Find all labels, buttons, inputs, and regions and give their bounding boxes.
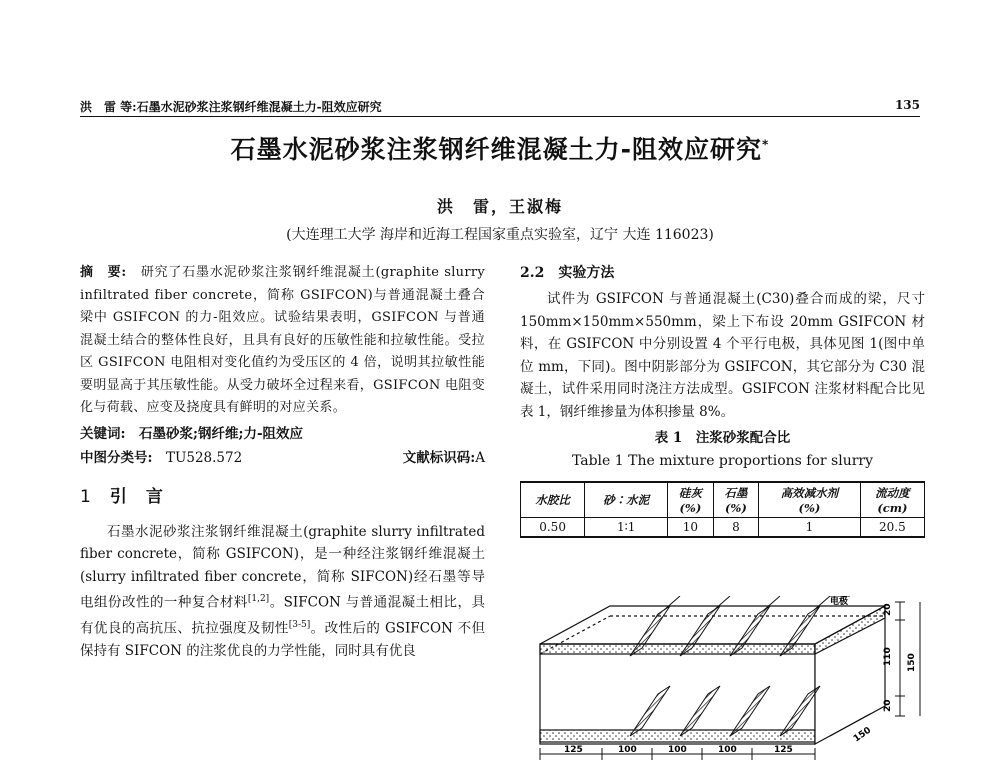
- beam-body: [540, 606, 885, 744]
- document-code: [403, 446, 485, 470]
- header-cell: [585, 482, 668, 518]
- citation-3-5: [3-5]: [288, 620, 311, 630]
- table-cell: 20.5: [860, 518, 924, 538]
- classification-label: 中图分类号:: [80, 449, 153, 466]
- dim-b1: 125: [564, 745, 583, 755]
- abstract-label: 摘 要:: [80, 265, 127, 280]
- header-cell: [860, 482, 924, 518]
- intro-text-c: 。改性后的 GSIFCON 不但保持有 SIFCON 的注浆优良的力学性能，同时具有优良: [80, 620, 486, 659]
- table-header-row: [521, 482, 925, 518]
- header-cell: [668, 482, 714, 518]
- header-cell: [759, 482, 861, 518]
- table-cell: 0.50: [521, 518, 585, 538]
- dim-bottom-layer: 20: [883, 699, 893, 712]
- dim-top: 20: [883, 603, 893, 616]
- header-line1: 流动度: [875, 486, 910, 500]
- header-line2: (%): [679, 501, 702, 515]
- title-footnote-mark: *: [762, 137, 770, 152]
- keywords: [80, 422, 485, 446]
- classification-value: TU528.572: [165, 449, 243, 466]
- paper-title-text: 石墨水泥砂浆注浆钢纤维混凝土力-阻效应研究: [230, 135, 763, 164]
- header-line1: 高效减水剂: [780, 486, 839, 500]
- affiliation: (大连理工大学 海岸和近海工程国家重点实验室，辽宁 大连 116023): [286, 227, 714, 243]
- keywords-text: 石墨砂浆;钢纤维;力-阻效应: [138, 425, 304, 442]
- header-line2: (cm): [877, 501, 908, 515]
- page-number: 135: [894, 98, 920, 112]
- section-number: 1: [80, 486, 92, 507]
- intro-text-a: 石墨水泥砂浆注浆钢纤维混凝土(graphite slurry infiltrated fiber concrete，简称 GSIFCON)，是一种经注浆钢纤维混凝土(slurry infiltrated fiber concrete，简称 SIFCON)经石墨等导电组份改性的一种复合材料: [80, 523, 485, 611]
- introduction-paragraph: [80, 521, 485, 663]
- table-cell: 1∶1: [585, 518, 668, 538]
- keywords-label: 关键词:: [80, 425, 126, 442]
- right-column: [520, 262, 925, 538]
- header-cell: [713, 482, 759, 518]
- running-header: [80, 96, 920, 117]
- document-code-label: 文献标识码:: [402, 449, 476, 466]
- header-line2: (%): [724, 501, 747, 515]
- dim-middle: 110: [883, 647, 893, 666]
- classification: [80, 446, 485, 470]
- table-cell: 1: [759, 518, 861, 538]
- intro-text-b: 。SIFCON 与普通混凝土相比，具有优良的高抗压、抗拉强度及韧性: [80, 594, 486, 637]
- table-cell: 10: [668, 518, 714, 538]
- dim-b4: 100: [718, 745, 737, 755]
- table-caption-en: Table 1 The mixture proportions for slurry: [571, 453, 873, 469]
- section-heading-method: 2.2 实验方法: [520, 265, 615, 281]
- header-line2: (%): [798, 501, 821, 515]
- header-line1: 砂∶水泥: [603, 493, 650, 507]
- header-line1: 石墨: [724, 486, 748, 500]
- table-row: [521, 518, 925, 538]
- header-line1: 水胶比: [535, 493, 570, 507]
- abstract-text: 研究了石墨水泥砂浆注浆钢纤维混凝土(graphite slurry infiltrated fiber concrete，简称 GSIFCON)与普通混凝土叠合梁中 GSIFCON 的力-阻效应。试验结果表明，GSIFCON 与普通混凝土结合的整体性良好，且具有良好的压敏性能和拉敏性能。受拉区 GSIFCON 电阻相对变化值约为受压区的 4 倍，说明其拉敏性能要明显高于其压敏性能。从受力破坏全过程来看，GSIFCON 电阻变化与荷载、应变及挠度具有鲜明的对应关系。: [80, 265, 485, 415]
- dim-b3: 100: [668, 745, 687, 755]
- document-code-value: A: [475, 449, 485, 466]
- table-caption-cn: 表 1 注浆砂浆配合比: [654, 430, 791, 446]
- section-title: 引 言: [109, 486, 164, 507]
- beam-figure: [530, 596, 930, 760]
- dim-b5: 125: [774, 745, 793, 755]
- electrode-label: 电极: [830, 597, 849, 607]
- mixture-table: [520, 481, 925, 538]
- running-title: 洪 雷 等:石墨水泥砂浆注浆钢纤维混凝土力-阻效应研究: [80, 100, 382, 114]
- section-heading-introduction: [80, 482, 485, 507]
- authors: 洪 雷，王淑梅: [436, 197, 563, 216]
- dim-total: 150: [907, 653, 917, 672]
- paper-title: [0, 130, 1000, 166]
- abstract: [80, 262, 485, 420]
- header-cell: [521, 482, 585, 518]
- header-line1: 硅灰: [678, 486, 702, 500]
- dim-b2: 100: [618, 745, 637, 755]
- method-paragraph: 试件为 GSIFCON 与普通混凝土(C30)叠合而成的梁，尺寸 150mm×150mm×550mm，梁上下布设 20mm GSIFCON 材料，在 GSIFCON 中分别设置 4 个平行电极，具体见图 1(图中单位 mm，下同)。图中阴影部分为 GSIFCON，其它部分为 C30 混凝土，试件采用同时浇注方法成型。GSIFCON 注浆材料配合比见表 1，钢纤维掺量为体积掺量 8%。: [520, 291, 925, 420]
- left-column: [80, 262, 485, 663]
- table-cell: 8: [713, 518, 759, 538]
- citation-1-2: [1,2]: [247, 594, 270, 604]
- dim-depth: 150: [851, 725, 874, 745]
